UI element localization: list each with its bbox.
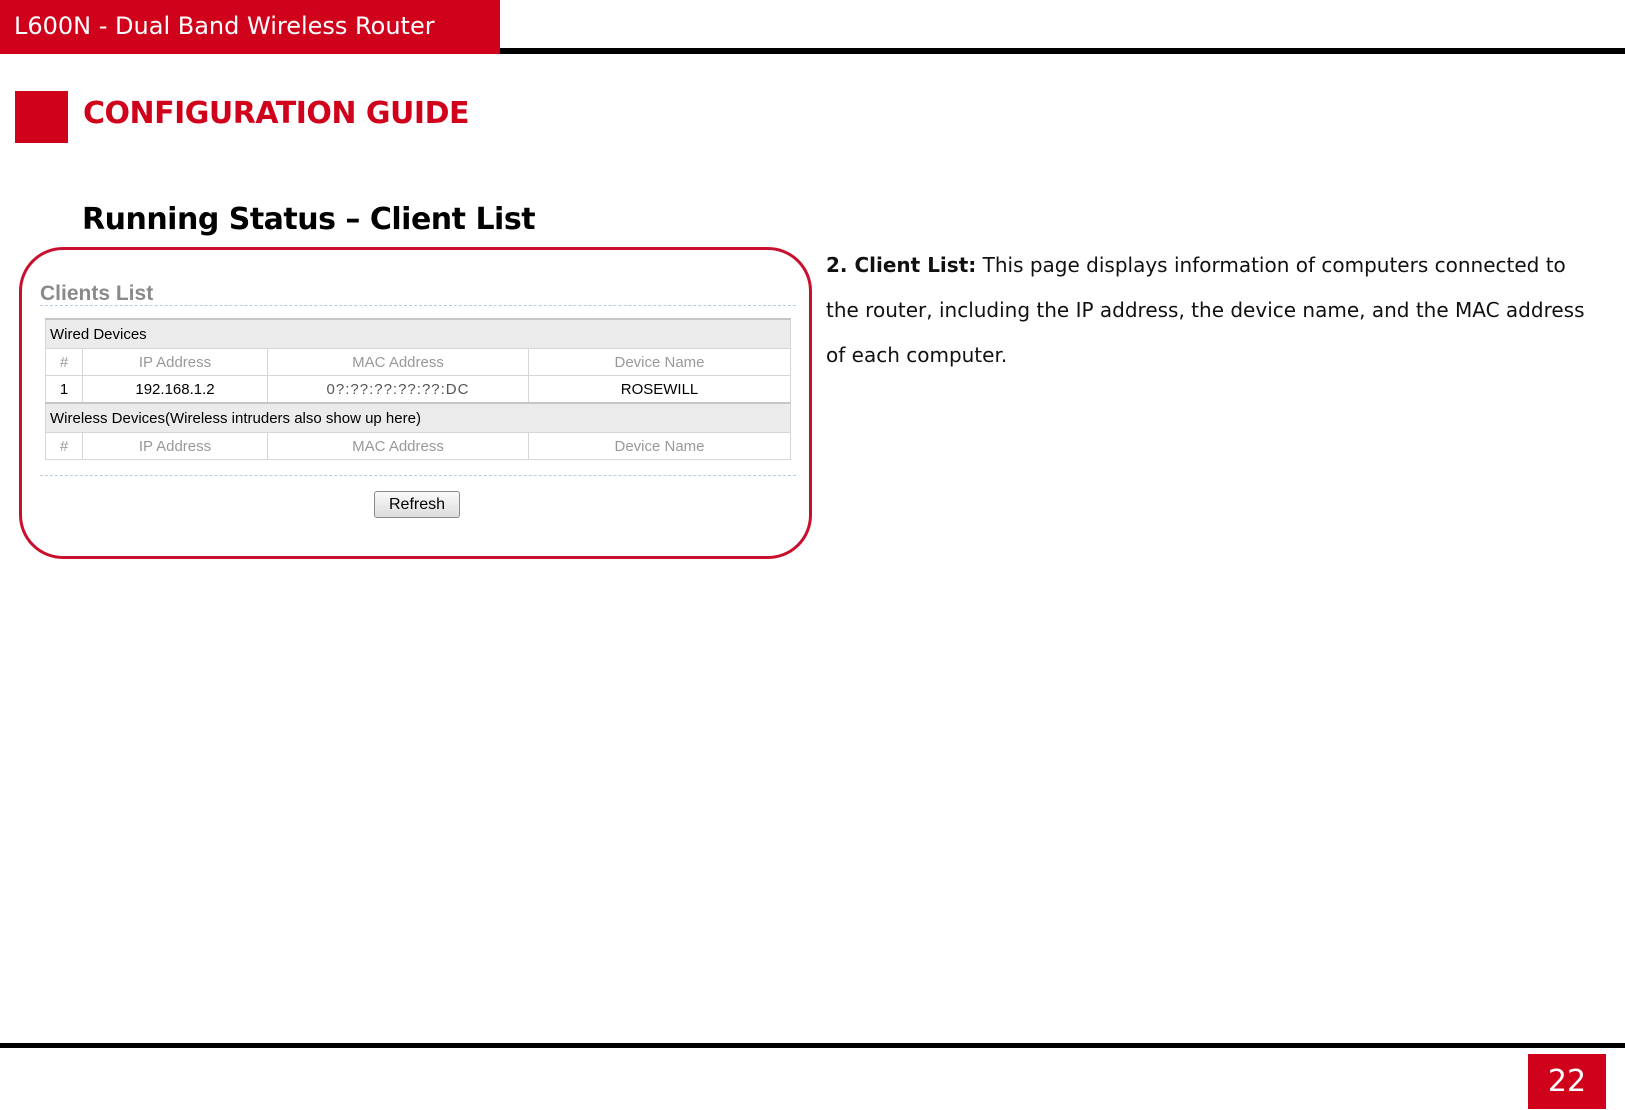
header-product-tab [0, 0, 500, 54]
col-header-num: # [46, 433, 83, 460]
clients-list-title: Clients List [40, 282, 154, 305]
description-paragraph [826, 243, 1586, 378]
col-header-num: # [46, 349, 83, 376]
divider-bottom [40, 475, 796, 476]
col-header-mac: MAC Address [268, 433, 529, 460]
col-header-device: Device Name [529, 433, 791, 460]
header-rule [500, 48, 1625, 54]
wired-header-row [46, 349, 791, 376]
cell-mac: 0?:??:??:??:??:DC [268, 376, 529, 404]
page-number: 22 [1528, 1054, 1606, 1109]
clients-table [45, 318, 791, 460]
section-title: Running Status – Client List [82, 202, 536, 237]
divider-top [40, 305, 796, 306]
col-header-ip: IP Address [83, 349, 268, 376]
wireless-header-row [46, 433, 791, 460]
refresh-button[interactable]: Refresh [374, 491, 460, 518]
guide-marker [15, 91, 68, 143]
description-body: This page displays information of computers connected to the router, including the IP address, the device name, and the MAC address of each computer. [826, 253, 1585, 367]
wireless-section-row [46, 403, 791, 433]
footer-rule [0, 1043, 1625, 1048]
description-lead: 2. Client List: [826, 253, 977, 277]
col-header-device: Device Name [529, 349, 791, 376]
col-header-mac: MAC Address [268, 349, 529, 376]
table-row [46, 376, 791, 404]
wireless-devices-label: Wireless Devices(Wireless intruders also show up here) [46, 403, 791, 433]
guide-title: CONFIGURATION GUIDE [83, 96, 469, 131]
cell-ip: 192.168.1.2 [83, 376, 268, 404]
wired-section-row [46, 319, 791, 349]
cell-device-name: ROSEWILL [529, 376, 791, 404]
wired-devices-label: Wired Devices [46, 319, 791, 349]
cell-num: 1 [46, 376, 83, 404]
col-header-ip: IP Address [83, 433, 268, 460]
header-product-title: L600N - Dual Band Wireless Router [14, 12, 435, 40]
